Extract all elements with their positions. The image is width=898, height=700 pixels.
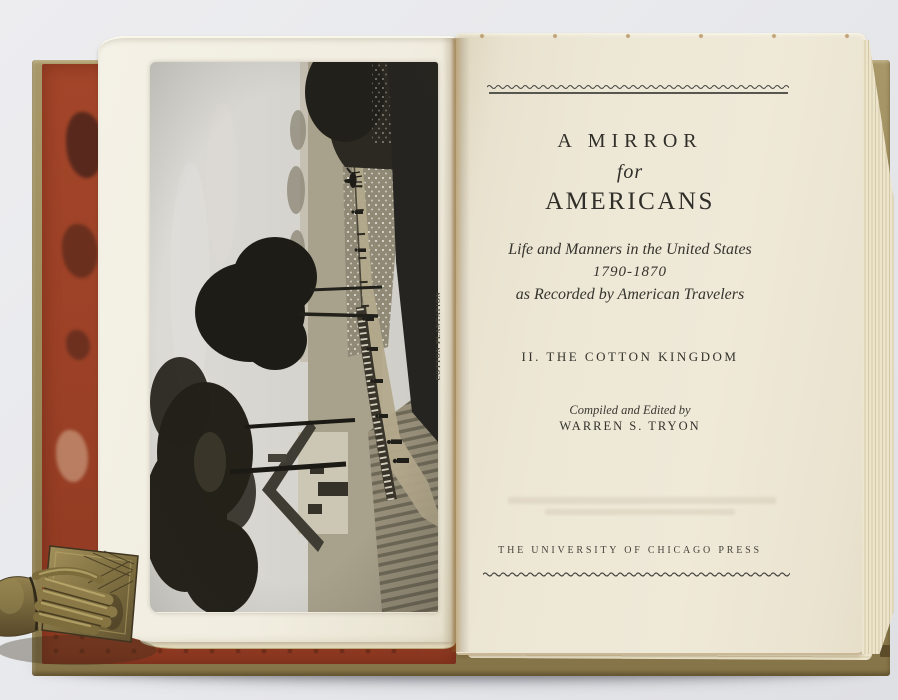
showthrough-text-line <box>545 509 735 515</box>
title-line-1: A MIRROR <box>557 130 703 152</box>
endpaper-vignette <box>66 330 90 360</box>
editor-credit: Compiled and Edited by <box>569 403 691 417</box>
top-wavy-rule <box>487 83 789 90</box>
series-line: II. THE COTTON KINGDOM <box>521 349 739 364</box>
brass-hand-paperweight <box>0 516 162 676</box>
title-line-2: for <box>616 161 644 183</box>
subtitle-line-3: as Recorded by American Travelers <box>515 286 745 303</box>
top-straight-rule <box>489 92 788 94</box>
showthrough-text-line <box>508 497 776 504</box>
foxing-spots <box>470 32 860 42</box>
plantation-illustration <box>150 62 438 612</box>
right-page-title-page <box>456 33 866 655</box>
plate-caption: COTTON PLANTATION <box>435 291 442 381</box>
subtitle-line-1: Life and Manners in the United States <box>508 241 752 258</box>
plate-frontispiece <box>150 62 438 613</box>
publisher-line: THE UNIVERSITY OF CHICAGO PRESS <box>498 545 762 556</box>
title-line-3: AMERICANS <box>545 188 715 215</box>
editor-name: WARREN S. TRYON <box>559 419 701 433</box>
subtitle-line-2: 1790-1870 <box>593 264 667 280</box>
bottom-wavy-rule <box>483 570 790 578</box>
